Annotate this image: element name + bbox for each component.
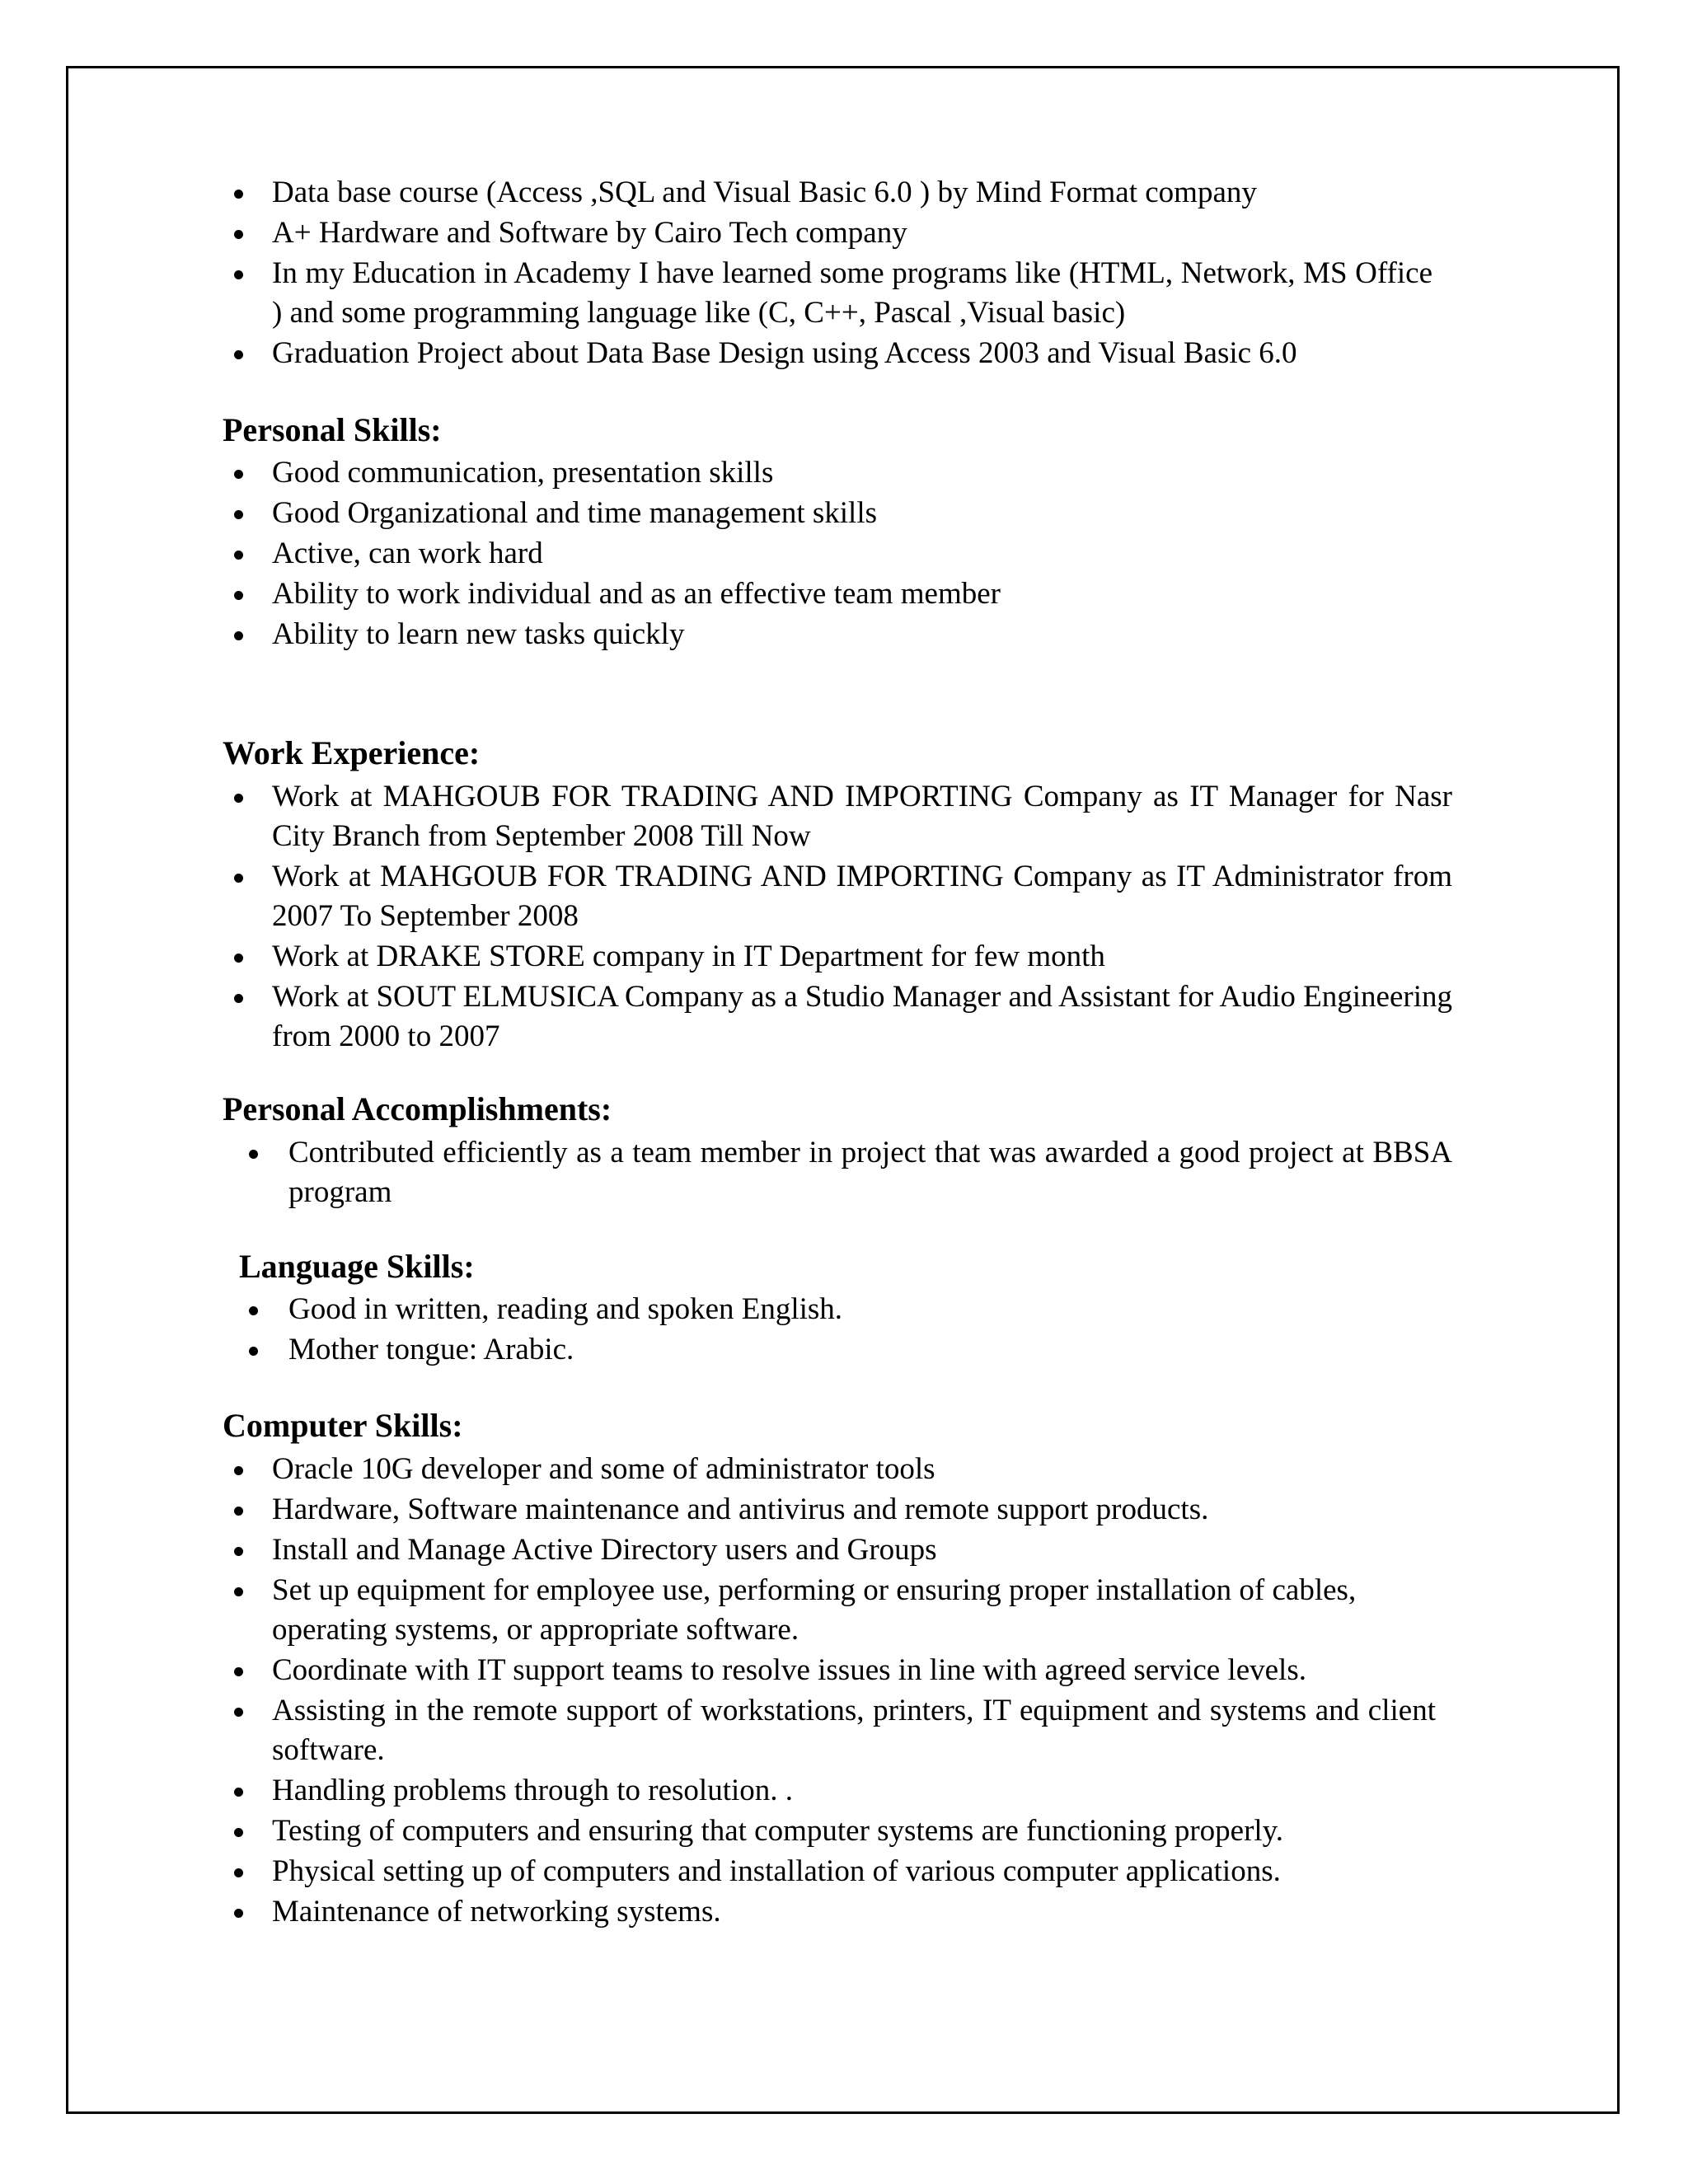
list-item-text: Graduation Project about Data Base Design using Access 2003 and Visual Basic 6.0	[272, 336, 1297, 370]
list-item-text: Hardware, Software maintenance and antivirus and remote support products.	[272, 1493, 1209, 1526]
bullet-icon	[234, 1708, 243, 1717]
bullet-icon	[234, 510, 243, 519]
list-item-text: A+ Hardware and Software by Cairo Tech company	[272, 216, 907, 250]
bullet-icon	[234, 190, 243, 199]
list-item-text: Work at DRAKE STORE company in IT Department for few month	[272, 940, 1105, 973]
section-heading-work-experience: Work Experience:	[223, 734, 481, 771]
list-item-text: Coordinate with IT support teams to resolve issues in line with agreed service levels.	[272, 1653, 1306, 1687]
bullet-icon	[234, 1466, 243, 1475]
list-item-text: Ability to learn new tasks quickly	[272, 617, 685, 651]
section-heading-computer-skills: Computer Skills:	[223, 1407, 463, 1444]
bullet-icon	[234, 1547, 243, 1556]
bullet-icon	[234, 470, 243, 479]
list-item-text: In my Education in Academy I have learned some programs like (HTML, Network, MS Office ) and some programming language like (C, C++, Pascal ,Visual basic)	[272, 256, 1432, 330]
list-item-text: Good Organizational and time management skills	[272, 496, 878, 530]
list-item-text: Ability to work individual and as an effective team member	[272, 577, 1001, 611]
section-heading-language-skills: Language Skills:	[239, 1248, 475, 1285]
list-item-text: Work at SOUT ELMUSICA Company as a Studio Manager and Assistant for Audio Engineering from 2000 to 2007	[272, 980, 1452, 1053]
bullet-icon	[234, 794, 243, 803]
bullet-icon	[234, 1507, 243, 1516]
section-heading-personal-skills: Personal Skills:	[223, 411, 442, 448]
bullet-icon	[234, 1828, 243, 1837]
list-item-text: Good in written, reading and spoken English.	[288, 1292, 843, 1326]
list-item-text: Handling problems through to resolution. .	[272, 1774, 794, 1807]
bullet-icon	[234, 1868, 243, 1877]
list-item-text: Data base course (Access ,SQL and Visual Basic 6.0 ) by Mind Format company	[272, 176, 1257, 209]
bullet-icon	[234, 350, 243, 359]
list-item-text: Install and Manage Active Directory users and Groups	[272, 1533, 937, 1567]
bullet-icon	[234, 631, 243, 640]
list-item-text: Work at MAHGOUB FOR TRADING AND IMPORTING Company as IT Manager for Nasr City Branch from September 2008 Till Now	[272, 780, 1452, 853]
bullet-icon	[234, 551, 243, 560]
list-item-text: Set up equipment for employee use, performing or ensuring proper installation of cables, operating systems, or appropriate software.	[272, 1573, 1357, 1647]
list-item-text: Physical setting up of computers and installation of various computer applications.	[272, 1854, 1281, 1888]
bullet-icon	[234, 1587, 243, 1596]
bullet-icon	[234, 230, 243, 239]
section-heading-accomplishments: Personal Accomplishments:	[223, 1090, 612, 1127]
list-item-text: Assisting in the remote support of workstations, printers, IT equipment and systems and client software.	[272, 1694, 1436, 1767]
bullet-icon	[234, 994, 243, 1003]
bullet-icon	[234, 954, 243, 963]
list-item-text: Good communication, presentation skills	[272, 456, 774, 490]
list-item-text: Mother tongue: Arabic.	[288, 1333, 574, 1366]
bullet-icon	[234, 270, 243, 279]
bullet-icon	[249, 1347, 258, 1356]
list-item-text: Active, can work hard	[272, 537, 543, 570]
list-item-text: Contributed efficiently as a team member in project that was awarded a good project at BBSA program	[288, 1136, 1452, 1209]
list-item-text: Oracle 10G developer and some of administrator tools	[272, 1452, 935, 1486]
bullet-icon	[234, 1667, 243, 1676]
bullet-icon	[234, 874, 243, 883]
list-item-text: Testing of computers and ensuring that computer systems are functioning properly.	[272, 1814, 1284, 1848]
bullet-icon	[234, 591, 243, 600]
bullet-icon	[234, 1909, 243, 1918]
list-item-text: Work at MAHGOUB FOR TRADING AND IMPORTING Company as IT Administrator from 2007 To September 2008	[272, 860, 1452, 933]
list-item-text: Maintenance of networking systems.	[272, 1895, 721, 1929]
bullet-icon	[249, 1150, 258, 1159]
bullet-icon	[249, 1306, 258, 1315]
bullet-icon	[234, 1788, 243, 1797]
